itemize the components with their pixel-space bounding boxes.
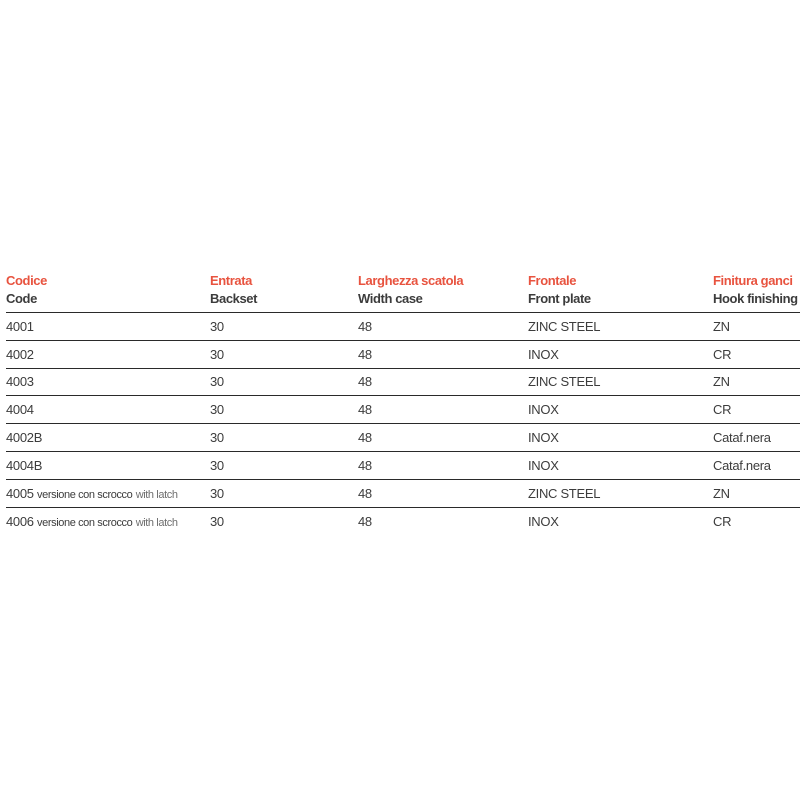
cell-backset: 30 <box>210 430 224 446</box>
header-finish <box>713 272 800 308</box>
table-row <box>6 341 800 369</box>
header-width-en: Width case <box>358 291 423 306</box>
cell-width: 48 <box>358 430 372 446</box>
cell-code: 4001 <box>6 318 34 334</box>
header-width <box>358 272 528 308</box>
cell-backset: 30 <box>210 513 224 529</box>
cell-width: 48 <box>358 402 372 418</box>
cell-code: 4002 <box>6 346 34 362</box>
cell-plate: ZINC STEEL <box>528 374 601 390</box>
cell-width: 48 <box>358 513 372 529</box>
header-code-it: Codice <box>6 273 47 288</box>
table-row <box>6 480 800 508</box>
cell-code: 4006 <box>6 513 34 529</box>
header-finish-it: Finitura ganci <box>713 273 793 288</box>
cell-finish: Cataf.nera <box>713 457 771 473</box>
cell-code-with-note <box>6 514 210 529</box>
cell-width: 48 <box>358 318 372 334</box>
cell-backset: 30 <box>210 346 224 362</box>
cell-code: 4005 <box>6 485 34 501</box>
table-row <box>6 369 800 397</box>
cell-plate: ZINC STEEL <box>528 485 601 501</box>
cell-backset: 30 <box>210 318 224 334</box>
header-finish-en: Hook finishing <box>713 291 798 306</box>
cell-code: 4004 <box>6 402 34 418</box>
cell-width: 48 <box>358 374 372 390</box>
cell-note-en: with latch <box>135 516 178 529</box>
cell-note-it: versione con scrocco <box>37 516 133 529</box>
table-row <box>6 313 800 341</box>
cell-note-en: with latch <box>135 488 178 501</box>
cell-finish: CR <box>713 346 732 362</box>
header-width-it: Larghezza scatola <box>358 273 464 288</box>
spec-table <box>6 269 800 535</box>
cell-backset: 30 <box>210 457 224 473</box>
cell-backset: 30 <box>210 374 224 390</box>
header-backset-it: Entrata <box>210 273 252 288</box>
cell-code: 4002B <box>6 430 43 446</box>
table-row <box>6 508 800 536</box>
cell-plate: INOX <box>528 430 559 446</box>
header-code <box>6 272 210 308</box>
cell-plate: INOX <box>528 402 559 418</box>
cell-backset: 30 <box>210 485 224 501</box>
table-row <box>6 452 800 480</box>
cell-width: 48 <box>358 485 372 501</box>
cell-code: 4003 <box>6 374 34 390</box>
cell-note-it: versione con scrocco <box>37 488 133 501</box>
table-row <box>6 396 800 424</box>
cell-finish: ZN <box>713 374 730 390</box>
header-plate <box>528 272 713 308</box>
header-backset-en: Backset <box>210 291 258 306</box>
cell-width: 48 <box>358 457 372 473</box>
header-plate-it: Frontale <box>528 273 577 288</box>
cell-plate: ZINC STEEL <box>528 318 601 334</box>
cell-finish: ZN <box>713 485 730 501</box>
cell-plate: INOX <box>528 513 559 529</box>
header-code-en: Code <box>6 291 37 306</box>
table-row <box>6 424 800 452</box>
cell-finish: CR <box>713 402 732 418</box>
cell-width: 48 <box>358 346 372 362</box>
cell-finish: CR <box>713 513 732 529</box>
header-backset <box>210 272 358 308</box>
cell-code-with-note <box>6 486 210 501</box>
cell-plate: INOX <box>528 457 559 473</box>
table-header <box>6 269 800 313</box>
cell-backset: 30 <box>210 402 224 418</box>
header-plate-en: Front plate <box>528 291 591 306</box>
cell-plate: INOX <box>528 346 559 362</box>
cell-finish: ZN <box>713 318 730 334</box>
cell-finish: Cataf.nera <box>713 430 771 446</box>
cell-code: 4004B <box>6 457 43 473</box>
